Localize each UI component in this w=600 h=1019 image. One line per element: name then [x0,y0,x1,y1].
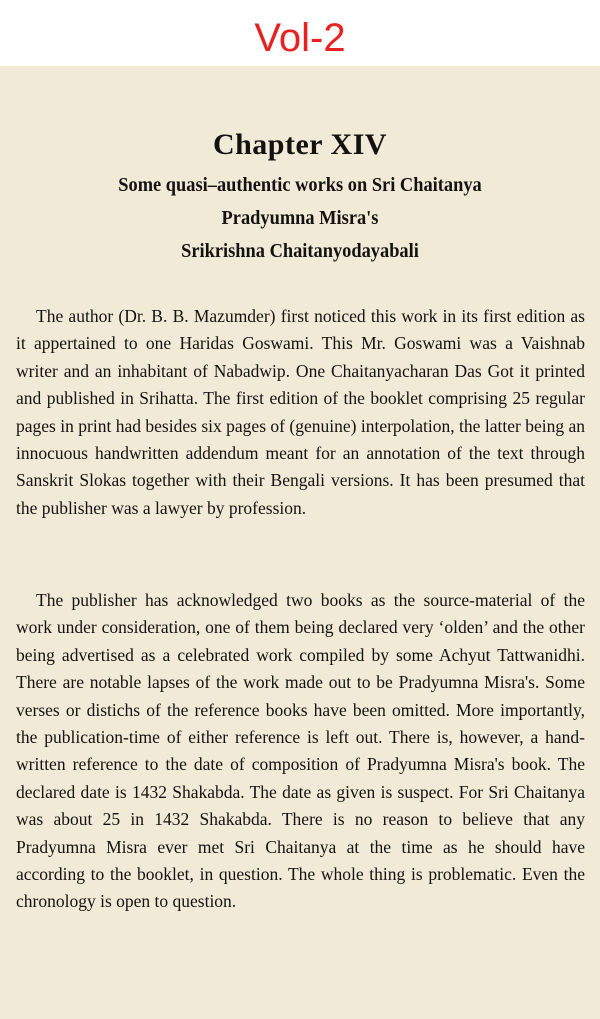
chapter-subtitle-line: Pradyumna Misra's [221,207,379,229]
volume-label: Vol-2 [254,16,346,60]
chapter-subtitle-line: Srikrishna Chaitanyodayabali [181,240,419,262]
chapter-subtitle-line: Some quasi–authentic works on Sri Chaitanya [118,174,482,196]
body-paragraph: The author (Dr. B. B. Mazumder) first noticed this work in its first edition as it appertained to one Haridas Goswami. This Mr. Goswami was a Vaishnab writer and an inhabitant of Nabadwip. One Chaitanyacharan Das Got it printed and published in Srihatta. The first edition of the booklet comprising 25 regular pages in print had besides six pages of (genuine) interpolation, the latter being an innocuous handwritten addendum meant for an annotation of the text through Sanskrit Slokas together with their Bengali versions. It has been presumed that the publisher was a lawyer by profession. [16,306,585,518]
scanned-page [0,66,600,1019]
chapter-title: Chapter XIV [212,128,388,161]
body-paragraph: The publisher has acknowledged two books as the source-material of the work under consideration, one of them being declared very ‘olden’ and the other being advertised as a celebrated work compiled by some Achyut Tattwanidhi. There are notable lapses of the work made out to be Pradyumna Misra's. Some verses or distichs of the reference books have been omitted. More importantly, the publication-time of either reference is left out. There is, however, a hand-written reference to the date of composition of Pradyumna Misra's book. The declared date is 1432 Shakabda. The date as given is suspect. For Sri Chaitanya was about 25 in 1432 Shakabda. There is no reason to believe that any Pradyumna Misra ever met Sri Chaitanya at the time as he should have according to the booklet, in question. The whole thing is problematic. Even the chronology is open to question. [16,590,585,912]
